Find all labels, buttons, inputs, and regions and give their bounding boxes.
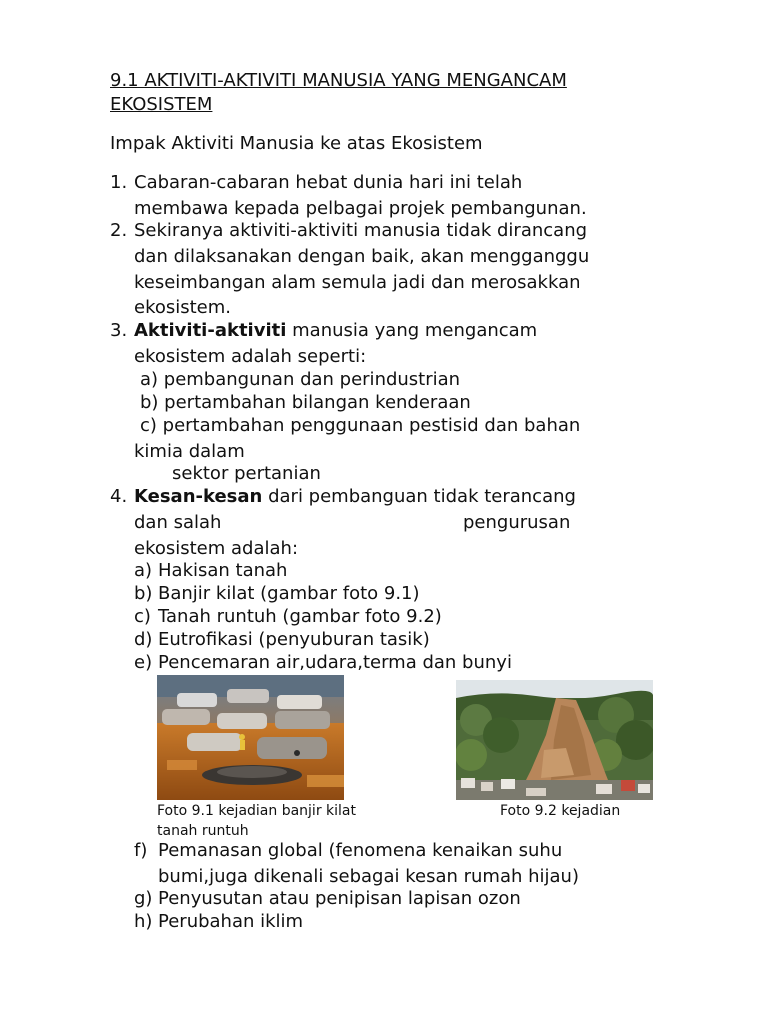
sublist-item: Hakisan tanah bbox=[158, 560, 288, 581]
photo-9-2-caption: Foto 9.2 kejadian bbox=[500, 803, 621, 819]
item-4-line-2b: pengurusan bbox=[463, 512, 571, 533]
item-4-line-3: ekosistem adalah: bbox=[134, 538, 299, 559]
photo-9-2-caption-cont: tanah runtuh bbox=[157, 823, 249, 839]
item-4-line-2a: dan salah bbox=[134, 512, 222, 533]
sublist-item-cont: bumi,juga dikenali sebagai kesan rumah hijau) bbox=[158, 866, 579, 887]
sublist-item: Pencemaran air,udara,terma dan bunyi bbox=[158, 652, 512, 673]
item-number-4: 4. bbox=[110, 486, 128, 507]
sublist-letter: f) bbox=[134, 840, 148, 861]
item-3-sub-c-cont2: sektor pertanian bbox=[172, 463, 321, 484]
sublist-item: Banjir kilat (gambar foto 9.1) bbox=[158, 583, 420, 604]
sublist-letter: e) bbox=[134, 652, 153, 673]
item-2-line-4: ekosistem. bbox=[134, 297, 232, 318]
sublist-item: Perubahan iklim bbox=[158, 911, 304, 932]
sublist-letter: c) bbox=[134, 606, 151, 627]
item-2-line-3: keseimbangan alam semula jadi dan merosakkan bbox=[134, 272, 581, 293]
sublist-letter: h) bbox=[134, 911, 153, 932]
sublist-letter: a) bbox=[134, 560, 153, 581]
sublist-item: Tanah runtuh (gambar foto 9.2) bbox=[158, 606, 442, 627]
item-2-line-2: dan dilaksanakan dengan baik, akan mengganggu bbox=[134, 246, 590, 267]
heading-line-1: 9.1 AKTIVITI-AKTIVITI MANUSIA YANG MENGANCAM bbox=[110, 70, 567, 91]
item-3-bold: Aktiviti-aktiviti bbox=[134, 320, 287, 341]
item-3-sub-a: a) pembangunan dan perindustrian bbox=[140, 369, 461, 390]
item-3-line-2: ekosistem adalah seperti: bbox=[134, 346, 367, 367]
item-4-bold: Kesan-kesan bbox=[134, 486, 263, 507]
item-1-line-1: Cabaran-cabaran hebat dunia hari ini telah bbox=[134, 172, 523, 193]
item-3-rest: manusia yang mengancam bbox=[286, 320, 538, 341]
item-number-1: 1. bbox=[110, 172, 128, 193]
sublist-item: Eutrofikasi (penyuburan tasik) bbox=[158, 629, 430, 650]
item-number-3: 3. bbox=[110, 320, 128, 341]
item-3-line-1 bbox=[134, 320, 537, 342]
item-4-rest: dari pembanguan tidak terancang bbox=[262, 486, 576, 507]
sublist-letter: d) bbox=[134, 629, 153, 650]
item-1-line-2: membawa kepada pelbagai projek pembangunan. bbox=[134, 198, 587, 219]
sublist-item: Pemanasan global (fenomena kenaikan suhu bbox=[158, 840, 563, 861]
flash-flood-photo bbox=[157, 675, 344, 800]
sublist-letter: g) bbox=[134, 888, 153, 909]
heading-line-2: EKOSISTEM bbox=[110, 94, 213, 115]
sublist-letter: b) bbox=[134, 583, 153, 604]
item-3-sub-c-cont: kimia dalam bbox=[134, 441, 245, 462]
item-number-2: 2. bbox=[110, 220, 128, 241]
item-2-line-1: Sekiranya aktiviti-aktiviti manusia tidak dirancang bbox=[134, 220, 588, 241]
subheading: Impak Aktiviti Manusia ke atas Ekosistem bbox=[110, 133, 483, 154]
sublist-item: Penyusutan atau penipisan lapisan ozon bbox=[158, 888, 521, 909]
item-4-line-1 bbox=[134, 486, 576, 508]
item-3-sub-b: b) pertambahan bilangan kenderaan bbox=[140, 392, 471, 413]
landslide-photo bbox=[456, 680, 653, 800]
photo-9-1-caption: Foto 9.1 kejadian banjir kilat bbox=[157, 803, 356, 819]
item-3-sub-c: c) pertambahan penggunaan pestisid dan bahan bbox=[140, 415, 581, 436]
